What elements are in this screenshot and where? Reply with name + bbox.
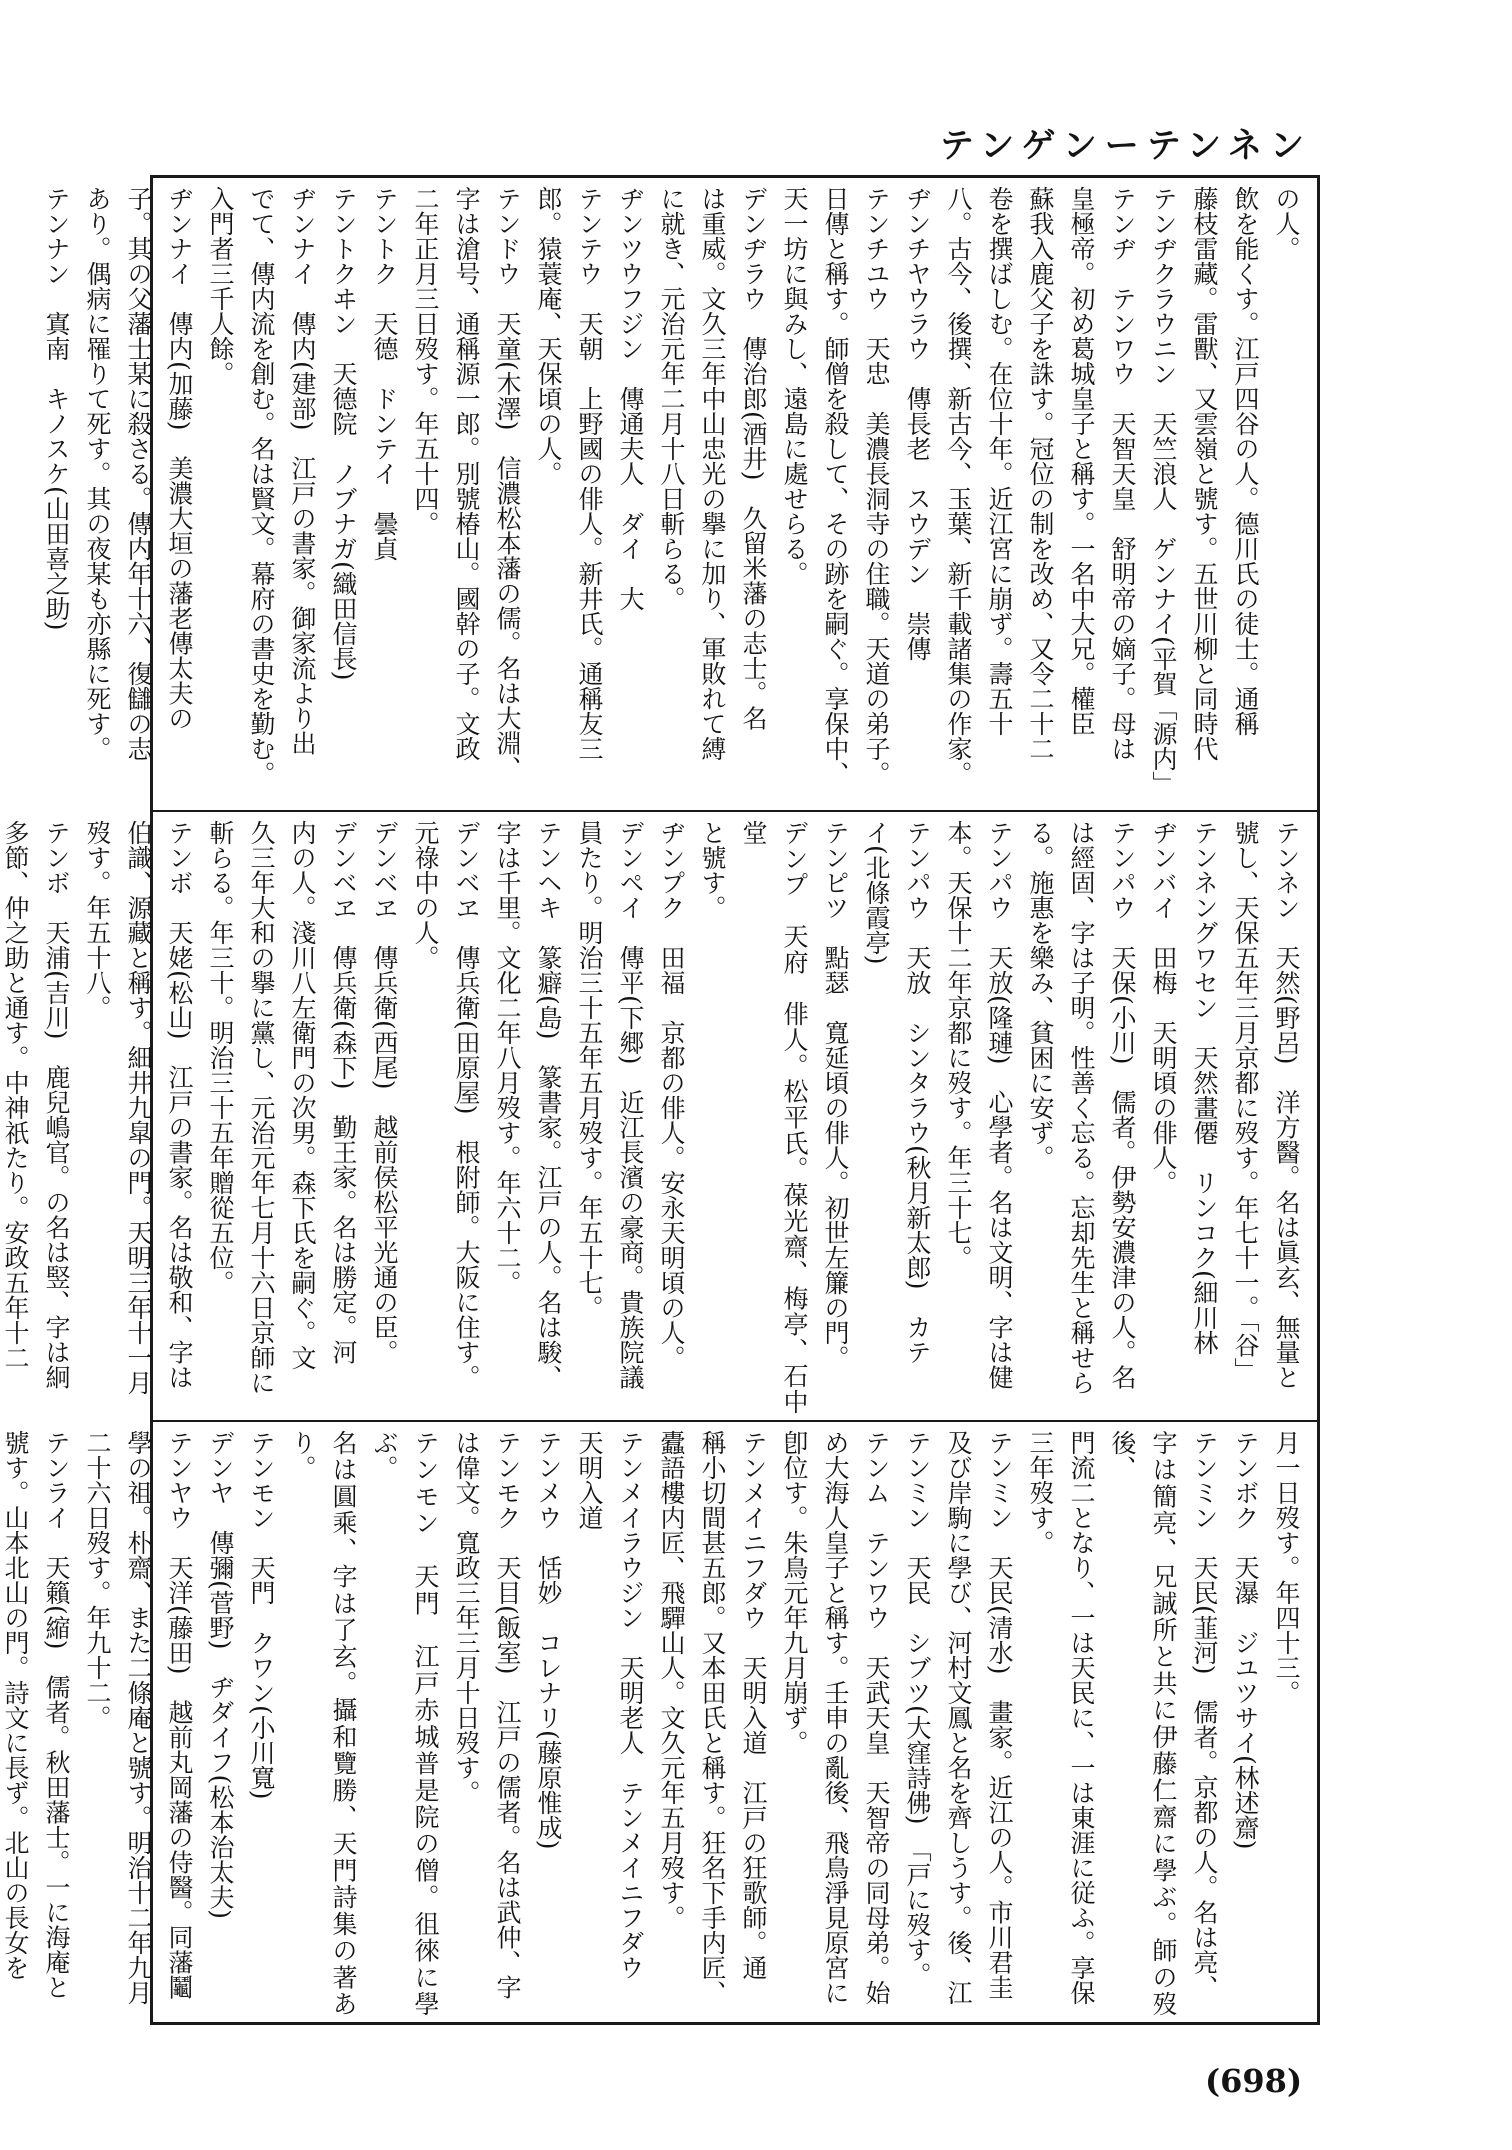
text-column: 伯識、源藏と稱す。細井九皐の門。天明三年十一月: [124, 820, 153, 1395]
text-column: 號す。山本北山の門。詩文に長ず。北山の長女を: [1, 1430, 30, 1980]
text-column: テンモン 天門 江戸赤城普是院の僧。徂徠に學ぶ。: [370, 1430, 440, 2016]
text-column: テントクヰン 天德院 ノブナガ(織田信長): [329, 186, 358, 681]
text-column: 員たり。明治三十五年五月歿す。年五十七。: [575, 820, 604, 1320]
vertical-text-block: [42, 186, 1307, 802]
vertical-text-block: [1, 1430, 1307, 2016]
text-column: テンチユウ 天忠 美濃長洞寺の住職。天道の弟子。: [862, 186, 891, 786]
text-column: 月一日歿す。年四十三。: [1272, 1430, 1301, 1705]
text-column: 字は滄号、通稱源一郎。別號椿山。國幹の子。文政: [452, 186, 481, 761]
text-column: テンヘキ 篆癖(島) 篆書家。江戸の人。名は駿、: [534, 820, 563, 1390]
text-column: の人。: [1272, 186, 1301, 261]
text-column: テンボ 天姥(松山) 江戸の書家。名は敬和、字は: [165, 820, 194, 1390]
text-column: 字は簡亮、兄誠所と共に伊藤仁齋に學ぶ。師の歿後、: [1108, 1430, 1178, 2016]
text-column: ヂンナイ 傳内(建部) 江戸の書家。御家流より出: [288, 186, 317, 756]
text-column: 藤枝雷藏。雷獸、又雲嶺と號す。五世川柳と同時代: [1190, 186, 1219, 761]
text-column: テンライ 天籟(縮) 儒者。秋田藩士。一に海庵と: [42, 1430, 71, 2000]
text-column: 二年正月三日歿す。年五十四。: [411, 186, 440, 536]
text-column: テンメウ 恬妙 コレナリ(藤原惟成): [534, 1430, 563, 1850]
text-column: デンプ 天府 俳人。松平氏。葆光齋、梅亭、石中堂: [739, 820, 809, 1414]
text-column: デンベヱ 傳兵衛(田原屋) 根附師。大阪に住す。: [452, 820, 481, 1390]
text-column: テンピツ 點瑟 寬延頃の俳人。初世左簾の門。: [821, 820, 850, 1370]
text-column: デンペイ 傳平(下郷) 近江長濱の豪商。貴族院議: [616, 820, 645, 1390]
text-column: 二十六日歿す。年九十二。: [83, 1430, 112, 1730]
text-column: ヂンナイ 傳内(加藤) 美濃大垣の藩老傳太夫の: [165, 186, 194, 731]
text-column: テントク 天德 ドンテイ 曇貞: [370, 186, 399, 561]
text-column: は經固、字は子明。性善く忘る。忘却先生と稱せら: [1067, 820, 1096, 1395]
text-column: ヂンツウフジン 傳通夫人 ダイ 大: [616, 186, 645, 611]
text-column: テンテウ 天朝 上野國の俳人。新井氏。通稱友三: [575, 186, 604, 761]
text-column: 三年歿す。: [1026, 1430, 1055, 1555]
text-column: 郎。猿蓑庵、天保頃の人。: [534, 186, 563, 486]
text-column: あり。偶病に罹りて死す。其の夜某も亦縣に死す。: [83, 186, 112, 761]
text-column: デンベヱ 傳兵衛(森下) 勤王家。名は勝定。河: [329, 820, 358, 1365]
text-column: 卷を撰ばしむ。在位十年。近江宮に崩ず。壽五十: [985, 186, 1014, 736]
text-column: 入門者三千人餘。: [206, 186, 235, 386]
text-column: 本。天保十二年京都に歿す。年三十七。: [944, 820, 973, 1270]
text-band-top: [42, 178, 1317, 810]
vertical-text-block: [1, 820, 1307, 1414]
text-column: テンミン 天民(韮河) 儒者。京都の人。名は亮、: [1190, 1430, 1219, 2000]
text-column: 飲を能くす。江戸四谷の人。德川氏の徒士。通稱: [1231, 186, 1260, 736]
text-column: デンヤ 傳彌(菅野) ヂダイフ(松本治太夫): [206, 1430, 235, 1920]
text-column: 蠹語樓内匠、飛驒山人。文久元年五月歿す。: [657, 1430, 686, 1930]
text-column: 號し、天保五年三月京都に歿す。年七十一。「谷」: [1231, 820, 1260, 1383]
text-column: 子。其の父藩士某に殺さる。傳内年十六、復讎の志: [124, 186, 153, 761]
text-column: テンネン 天然(野呂) 洋方醫。名は眞玄、無量と: [1272, 820, 1301, 1390]
text-column: 元祿中の人。: [411, 820, 440, 970]
text-column: 稱小切間甚五郎。又本田氏と稱す。狂名下手内匠、: [698, 1430, 727, 2005]
text-column: テンモク 天目(飯室) 江戸の儒者。名は武仲、字: [493, 1430, 522, 2000]
text-column: テンム テンワウ 天武天皇 天智帝の同母弟。始: [862, 1430, 891, 2005]
text-column: 皇極帝。初め葛城皇子と稱す。一名中大兄。權臣: [1067, 186, 1096, 736]
dictionary-page-frame: [1, 175, 1320, 2025]
text-column: テンドウ 天童(木澤) 信濃松本藩の儒。名は大淵、: [493, 186, 522, 781]
text-column: は重威。文久三年中山忠光の擧に加り、軍敗れて縛: [698, 186, 727, 761]
text-column: テンナン 寘南 キノスケ(山田喜之助): [42, 186, 71, 631]
text-column: テンモン 天門 クワン(小川寬): [247, 1430, 276, 1800]
text-column: デンヂラウ 傳治郎(酒井) 久留米藩の志士。名: [739, 186, 768, 731]
text-column: テンヂ テンワウ 天智天皇 舒明帝の嫡子。母は: [1108, 186, 1137, 761]
text-column: 歿す。年五十八。: [83, 820, 112, 1020]
text-column: テンミン 天民 シブツ(大窪詩佛) 「戸に歿す。: [903, 1430, 932, 1988]
text-column: 名は圓乘、字は了玄。攝和覽勝、天門詩集の著あり。: [288, 1430, 358, 2016]
text-column: テンパウ 天放 シンタラウ(秋月新太郎) カテ: [903, 820, 932, 1365]
text-column: 斬らる。年三十。明治三十五年贈從五位。: [206, 820, 235, 1295]
text-column: と號す。: [698, 820, 727, 920]
text-column: 字は千里。文化二年八月歿す。年六十二。: [493, 820, 522, 1295]
text-column: でて、傳内流を創む。名は賢文。幕府の書史を勤む。: [247, 186, 276, 786]
text-column: 天明入道: [575, 1430, 604, 1530]
text-column: 蘇我入鹿父子を誅す。冠位の制を改め、又令二十二: [1026, 186, 1055, 761]
text-column: ヂンプク 田福 京都の俳人。安永天明頃の人。: [657, 820, 686, 1370]
text-column: テンネングワセン 天然畫僊 リンコク(細川林: [1190, 820, 1219, 1355]
text-column: テンメイニフダウ 天明入道 江戸の狂歌師。通: [739, 1430, 768, 1980]
text-column: 卽位す。朱鳥元年九月崩ず。: [780, 1430, 809, 1755]
text-column: デンベヱ 傳兵衛(西尾) 越前侯松平光通の臣。: [370, 820, 399, 1365]
text-column: イ(北條霞亭): [862, 820, 891, 965]
text-column: め大海人皇子と稱す。壬申の亂後、飛鳥淨見原宮に: [821, 1430, 850, 2005]
text-column: テンヂクラウニン 天竺浪人 ゲンナイ(平賀「源内」: [1149, 186, 1178, 796]
text-column: テンメイラウジン 天明老人 テンメイニフダウ: [616, 1430, 645, 1980]
text-column: 内の人。淺川八左衛門の次男。森下氏を嗣ぐ。文: [288, 820, 317, 1370]
text-column: テンボク 天瀑 ジユツサイ(林述齋): [1231, 1430, 1260, 1850]
text-column: ヂンチヤウラウ 傳長老 スウデン 崇傳: [903, 186, 932, 661]
text-column: は偉文。寬政三年三月十日歿す。: [452, 1430, 481, 1805]
running-header: テンゲンーテンネン: [939, 126, 1312, 166]
text-band-middle: [1, 810, 1317, 1422]
text-column: 八。古今、後撰、新古今、玉葉、新千載諸集の作家。: [944, 186, 973, 786]
text-column: ヂンバイ 田梅 天明頃の俳人。: [1149, 820, 1178, 1195]
text-column: 天一坊に與みし、遠島に處せらる。: [780, 186, 809, 586]
text-column: 及び岸駒に學び、河村文鳳と名を齊しうす。後、江: [944, 1430, 973, 2005]
text-column: テンパウ 天放(隆璉) 心學者。名は文明、字は健: [985, 820, 1014, 1390]
text-column: 日傳と稱す。師僧を殺して、その跡を嗣ぐ。享保中、: [821, 186, 850, 786]
text-column: 久三年大和の擧に黨し、元治元年七月十六日京師に: [247, 820, 276, 1395]
text-column: 多節、仲之助と通す。中神祇たり。安政五年十二: [1, 820, 30, 1370]
text-column: 學の祖。朴齋、また二條庵と號す。明治十二年九月: [124, 1430, 153, 2005]
text-column: テンヤウ 天洋(藤田) 越前丸岡藩の侍醫。同藩鬮: [165, 1430, 194, 2000]
text-column: る。施惠を樂み、貧困に安ず。: [1026, 820, 1055, 1170]
text-column: 門流二となり、一は天民に、一は東涯に従ふ。享保: [1067, 1430, 1096, 2005]
page-number: (698): [1205, 2062, 1303, 2100]
text-column: に就き、元治元年二月十八日斬らる。: [657, 186, 686, 611]
text-band-bottom: [1, 1420, 1317, 2024]
text-column: テンパウ 天保(小川) 儒者。伊勢安濃津の人。名: [1108, 820, 1137, 1390]
text-column: テンミン 天民(清水) 畫家。近江の人。市川君圭: [985, 1430, 1014, 2000]
text-column: テンボ 天浦(吉川) 鹿兒嶋官。の名は竪、字は絅: [42, 820, 71, 1390]
